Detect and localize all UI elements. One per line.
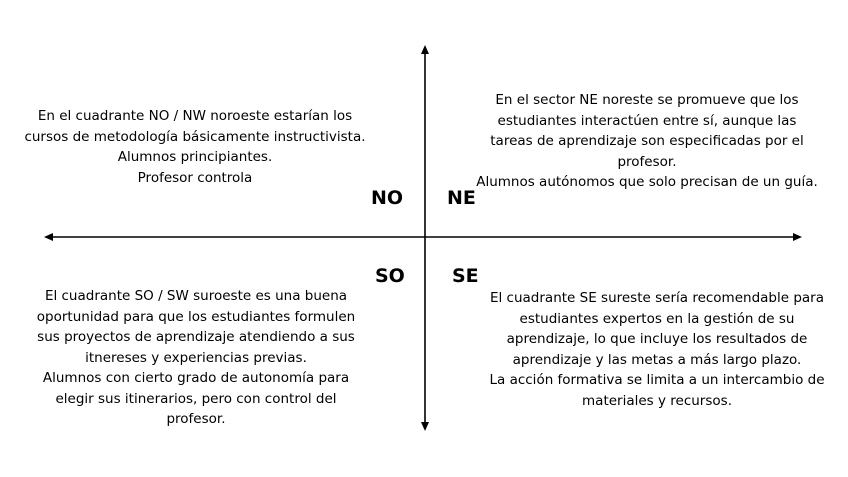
horizontal-axis [44,233,802,241]
quadrant-label-nw: NO [371,187,404,209]
quadrant-text-line: elegir sus itinerarios, pero con control del [55,390,337,407]
quadrant-text-line: La acción formativa se limita a un intercambio de [489,372,825,388]
quadrant-text-sw [0,286,392,430]
quadrant-text-line: profesor. [166,411,226,427]
quadrant-text-line: estudiantes expertos en la gestión de su [519,310,795,327]
quadrant-text-line: aprendizaje y las metas a más largo plazo. [512,351,802,368]
quadrant-label-sw: SO [375,265,405,287]
quadrant-text-line: sus proyectos de aprendizaje atendiendo a sus [37,329,355,345]
quadrant-text-line: tareas de aprendizaje son especificadas por el [490,133,804,149]
quadrant-text-line: Alumnos principiantes. [117,149,273,165]
quadrant-text-line: estudiantes interactúen entre sí, aunque las [497,112,797,129]
quadrant-text-line: Alumnos autónomos que solo precisan de un guía. [476,174,818,190]
vertical-axis [421,45,429,431]
quadrant-text-line: itnereses y experiencias previas. [85,349,307,366]
quadrant-text-line: materiales y recursos. [582,392,732,409]
quadrant-label-se: SE [452,265,479,287]
quadrant-text-nw [0,106,390,188]
quadrant-text-line: El cuadrante SO / SW suroeste es una buena [44,288,348,304]
arrow-right-icon [793,233,802,241]
quadrant-text-line: oportunidad para que los estudiantes formulen [36,308,356,325]
quadrant-text-line: En el cuadrante NO / NW noroeste estarían los [37,108,353,124]
quadrant-text-line: cursos de metodología básicamente instructivista. [24,128,366,145]
arrow-up-icon [421,45,429,54]
quadrant-text-line: Profesor controla [137,169,253,186]
quadrant-text-line: Alumnos con cierto grado de autonomía para [42,370,350,386]
arrow-down-icon [421,422,429,431]
quadrant-label-ne: NE [447,187,476,209]
quadrant-text-line: aprendizaje, lo que incluye los resultados de [506,331,808,347]
quadrant-text-line: profesor. [617,153,677,170]
quadrant-text-line: En el sector NE noreste se promueve que los [495,92,799,108]
arrow-left-icon [44,233,53,241]
quadrant-text-ne [452,90,842,193]
quadrant-text-line: El cuadrante SE sureste sería recomendable para [489,290,824,306]
quadrant-text-se [462,288,848,411]
